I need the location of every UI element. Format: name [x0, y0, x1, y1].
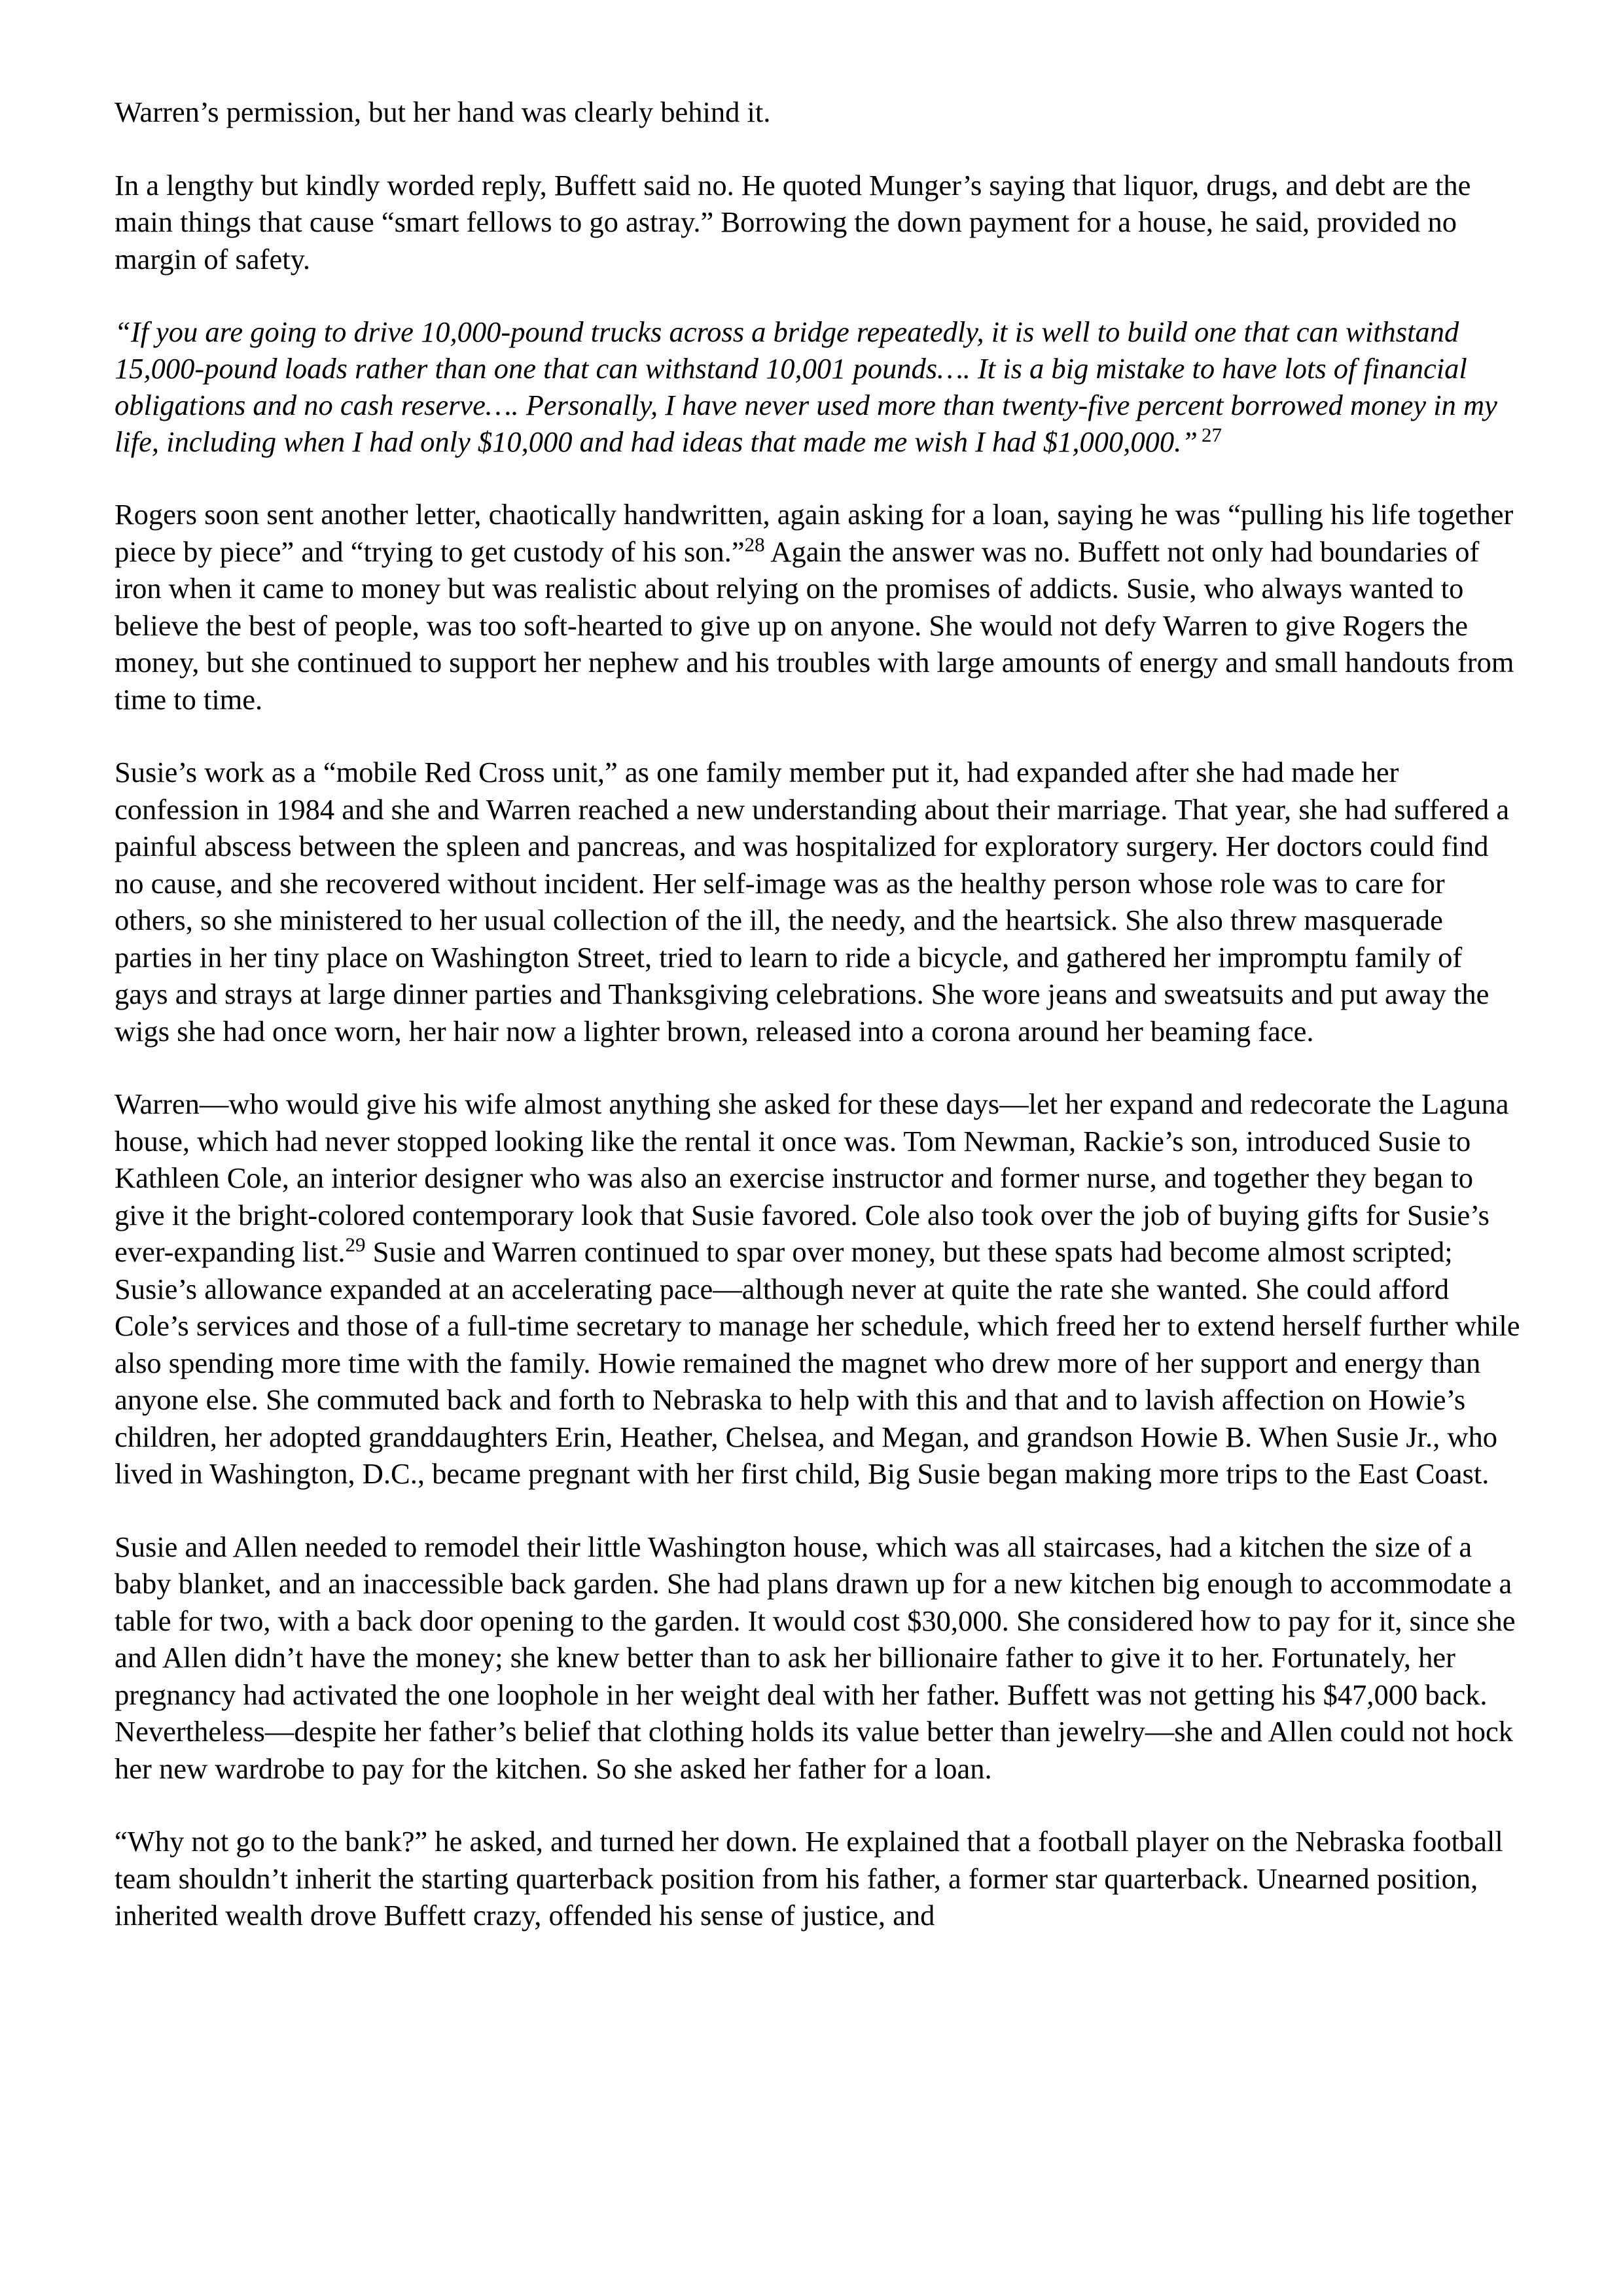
footnote-marker: 28: [744, 533, 765, 556]
paragraph-text: “Why not go to the bank?” he asked, and turned her down. He explained that a football player on the Nebraska football team shouldn’t inherit the starting quarterback position from his father, a former star quarterback. Unearned position, inherited wealth drove Buffett crazy, offended his sense of justice, and: [115, 1825, 1503, 1932]
paragraph-text: Susie and Warren continued to spar over money, but these spats had become almost scripted; Susie’s allowance expanded at an accelerating pace—although never at quite the rate she wanted. She could afford Cole’s services and those of a full-time secretary to manage her schedule, which freed her to extend herself further while also spending more time with the family. Howie remained the magnet who drew more of her support and energy than anyone else. She commuted back and forth to Nebraska to help with this and that and to lavish affection on Howie’s children, her adopted granddaughters Erin, Heather, Chelsea, and Megan, and grandson Howie B. When Susie Jr., who lived in Washington, D.C., became pregnant with her first child, Big Susie began making more trips to the East Coast.: [115, 1235, 1520, 1490]
paragraph-text: In a lengthy but kindly worded reply, Buffett said no. He quoted Munger’s saying that liquor, drugs, and debt are the main things that cause “smart fellows to go astray.” Borrowing the down payment for a house, he said, provided no margin of safety.: [115, 168, 1471, 275]
page-body: [115, 94, 1522, 1970]
body-paragraph: [115, 1528, 1522, 1788]
paragraph-text: Rogers soon sent another letter, chaotically handwritten, again asking for a loan, saying he was “pulling his life together piece by piece” and “trying to get custody of his son.”: [115, 498, 1514, 568]
paragraph-text: “If you are going to drive 10,000-pound trucks across a bridge repeatedly, it is well to build one that can withstand 15,000-pound loads rather than one that can withstand 10,001 pounds…. It is a big mistake to have lots of financial obligations and no cash reserve…. Personally, I have never used more than twenty-five percent borrowed money in my life, including when I had only $10,000 and had ideas that made me wish I had $1,000,000.”: [115, 315, 1497, 458]
paragraph-text: Warren’s permission, but her hand was clearly behind it.: [115, 96, 771, 128]
body-paragraph: [115, 754, 1522, 1050]
body-paragraph: [115, 167, 1522, 278]
footnote-marker: 27: [1202, 423, 1222, 446]
paragraph-text: Warren—who would give his wife almost anything she asked for these days—let her expand and redecorate the Laguna house, which had never stopped looking like the rental it once was. Tom Newman, Rackie’s son, introduced Susie to Kathleen Cole, an interior designer who was also an exercise instructor and former nurse, and together they began to give it the bright-colored contemporary look that Susie favored. Cole also took over the job of buying gifts for Susie’s ever-expanding list.: [115, 1087, 1509, 1268]
body-paragraph: [115, 1086, 1522, 1492]
body-paragraph: [115, 1823, 1522, 1934]
body-paragraph: [115, 496, 1522, 718]
block-quote: [115, 313, 1522, 460]
footnote-marker: 29: [345, 1233, 366, 1256]
paragraph-text: Again the answer was no. Buffett not only had boundaries of iron when it came to money but was realistic about relying on the promises of addicts. Susie, who always wanted to believe the best of people, was too soft-hearted to give up on anyone. She would not defy Warren to give Rogers the money, but she continued to support her nephew and his troubles with large amounts of energy and small handouts from time to time.: [115, 535, 1514, 716]
paragraph-text: Susie’s work as a “mobile Red Cross unit,” as one family member put it, had expanded after she had made her confession in 1984 and she and Warren reached a new understanding about their marriage. That year, she had suffered a painful abscess between the spleen and pancreas, and was hospitalized for exploratory surgery. Her doctors could find no cause, and she recovered without incident. Her self-image was as the healthy person whose role was to care for others, so she ministered to her usual collection of the ill, the needy, and the heartsick. She also threw masquerade parties in her tiny place on Washington Street, tried to learn to ride a bicycle, and gathered her impromptu family of gays and strays at large dinner parties and Thanksgiving celebrations. She wore jeans and sweatsuits and put away the wigs she had once worn, her hair now a lighter brown, released into a corona around her beaming face.: [115, 756, 1510, 1048]
body-paragraph: [115, 94, 1522, 131]
paragraph-text: Susie and Allen needed to remodel their little Washington house, which was all staircases, had a kitchen the size of a baby blanket, and an inaccessible back garden. She had plans drawn up for a new kitchen big enough to accommodate a table for two, with a back door opening to the garden. It would cost $30,000. She considered how to pay for it, since she and Allen didn’t have the money; she knew better than to ask her billionaire father to give it to her. Fortunately, her pregnancy had activated the one loophole in her weight deal with her father. Buffett was not getting his $47,000 back. Nevertheless—despite her father’s belief that clothing holds its value better than jewelry—she and Allen could not hock her new wardrobe to pay for the kitchen. So she asked her father for a loan.: [115, 1530, 1516, 1785]
